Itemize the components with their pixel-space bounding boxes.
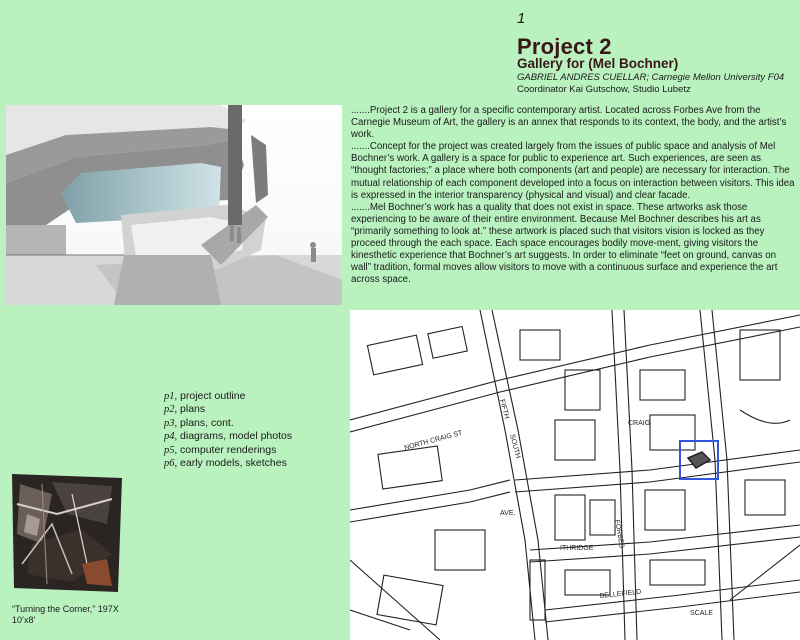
map-label-scale: SCALE [690,610,713,617]
map-label-craig: CRAIG [628,420,651,427]
artwork-caption-title: “Turning the Corner,” 197X [12,604,119,614]
description-paragraph-1: .......Project 2 is a gallery for a specific contemporary artist. Located across Forbes Ave from the Carnegie Museum of Art, the gallery is an annex that responds to its context, the body, and the artist’s work. [351,105,787,141]
map-label-fifth: FIFTH [498,398,510,420]
site-map-drawing [350,310,800,640]
description-paragraph-3: .......Mel Bochner’s work has a quality that does not exist in space. These artworks ask those experiencing to be aware of their entire environment. Because Mel Bochner describes his art as “primarily something to look at.” these artwork is placed such that visitors vision is locked as they proceed through the each space. Each space encourages bodily move-ment, giving visitors the kinesthetic experience that Bochner’s art suggests. In order to eliminate “feet on ground, canvas on wall” tradition, formal moves allow visitors to move with a continuous surface and experience the art across space. [351,201,778,286]
gallery-rendering-image [6,105,342,305]
gallery-rendering-drawing [6,105,342,305]
table-of-contents [164,390,292,470]
map-label-forbes: FORBES [613,519,625,549]
contents-item: p6, early models, sketches [164,457,287,470]
artwork-caption-size: 10’x8’ [12,615,36,625]
map-label-south: SOUTH [508,433,522,460]
site-map-image [350,310,800,640]
project-subtitle: Gallery for (Mel Bochner) [517,56,679,71]
page-number: 1 [517,10,526,27]
artwork-painting-drawing [12,474,122,592]
contents-item: p2, plans [164,403,206,416]
description-paragraph-2: .......Concept for the project was created largely from the issues of public space and analysis of Mel Bochner’s work. A gallery is a space for public to experience art. Such experiences, are seen as “thought factories;” a place where both components (art and people) are necessary for interaction. The mutual relationship of each component developed into a focus on interaction between visitors. This idea is expressed in the interior transparency (physical and visual) and clear facade. [351,141,795,201]
map-label-bellefield: BELLEFIELD [599,588,642,600]
map-label-ave: AVE. [500,510,516,517]
contents-item: p1, project outline [164,390,246,402]
map-label-north-craig: NORTH CRAIG ST [403,429,464,452]
project-title: Project 2 [517,34,612,59]
contents-item: p3, plans, cont. [164,416,234,429]
project-description [351,105,798,286]
map-label-ithridge: ITHRIDGE [560,545,594,552]
artwork-caption [12,604,119,626]
contents-item: p5, computer renderings [164,443,277,456]
coordinator-line: Coordinator Kai Gutschow, Studio Lubetz [517,84,691,95]
contents-item: p4, diagrams, model photos [164,430,293,443]
author-line: GABRIEL ANDRES CUELLAR; Carnegie Mellon University F04 [517,72,785,83]
artwork-painting-image [12,474,122,592]
